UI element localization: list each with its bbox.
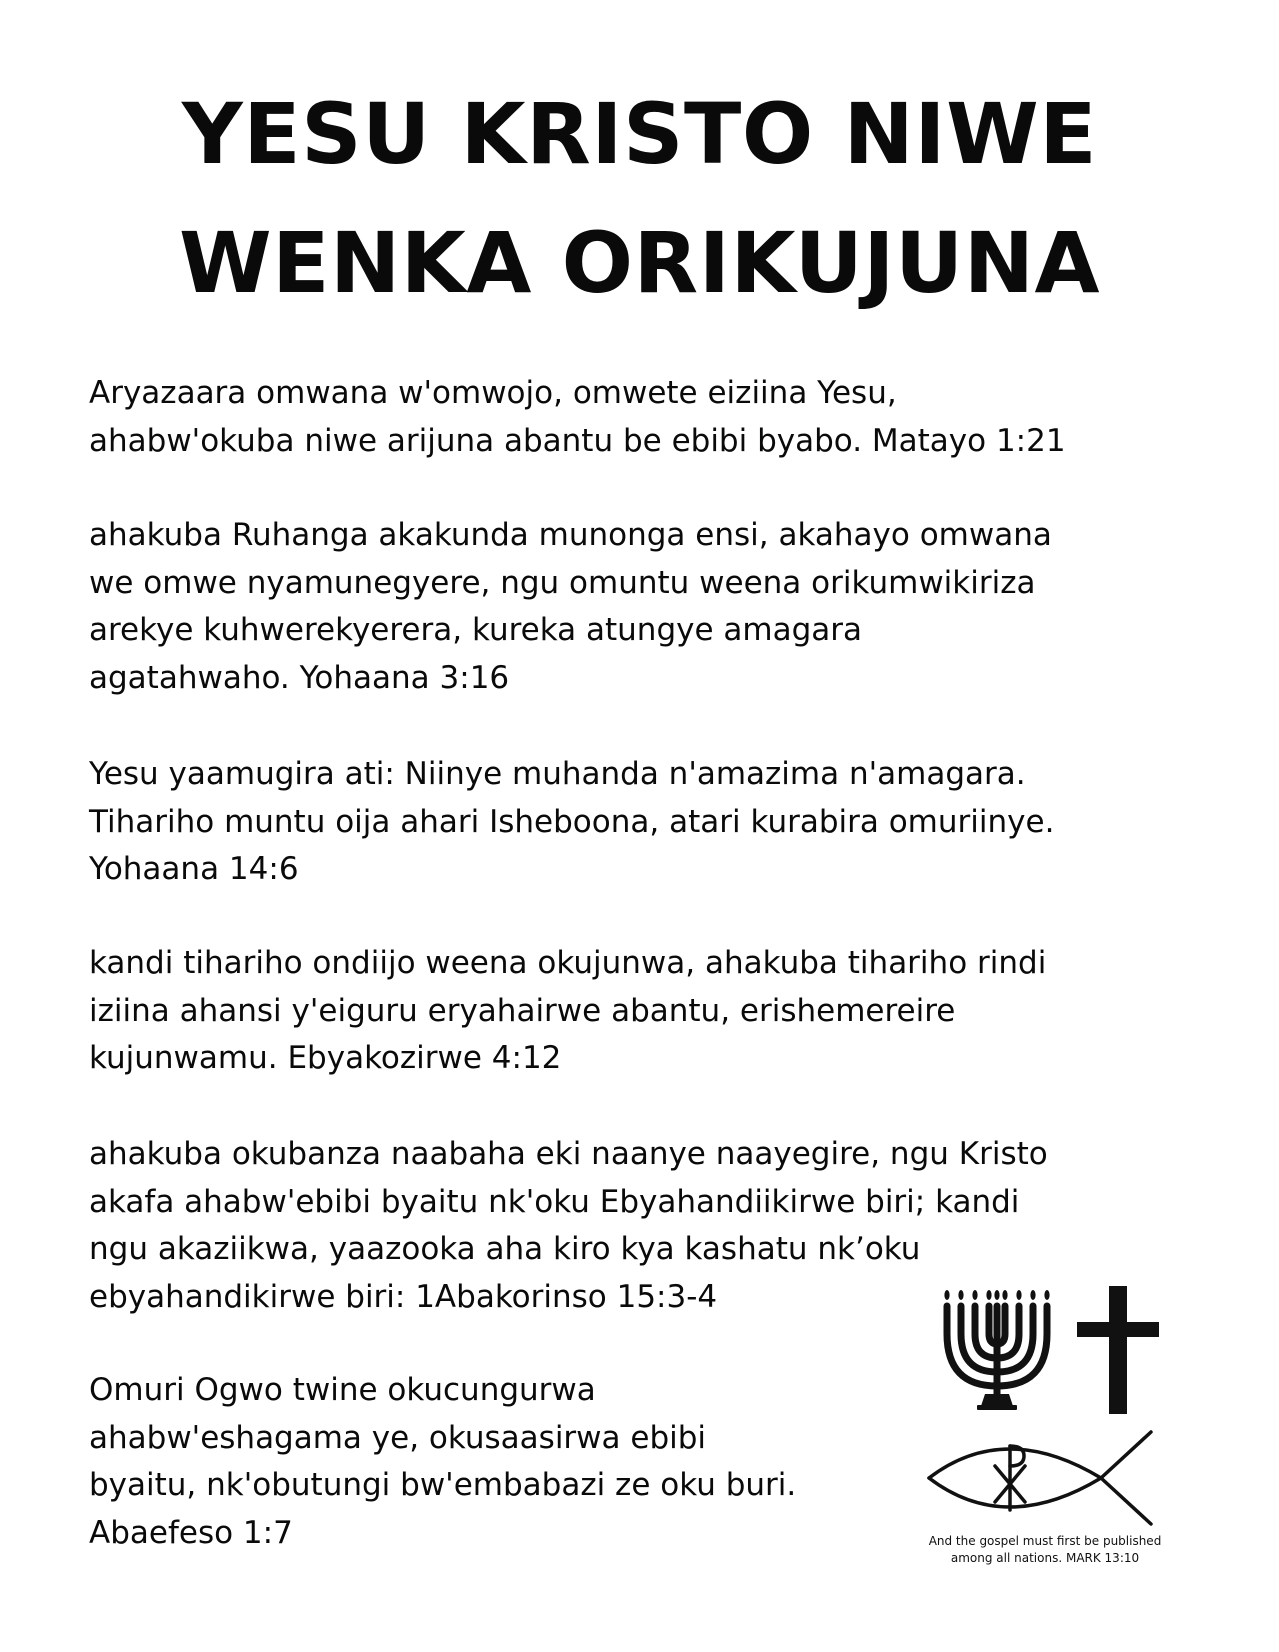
christian-symbols: [925, 1286, 1165, 1526]
verse-line: ahabw'eshagama ye, okusaasirwa ebibi: [89, 1419, 707, 1456]
verse-line: ebyahandikirwe biri: 1Abakorinso 15:3-4: [89, 1278, 718, 1315]
verse-line: Yohaana 14:6: [89, 851, 299, 887]
verse-line: ahakuba Ruhanga akakunda munonga ensi, akahayo omwana: [89, 517, 1052, 553]
footer-caption: [905, 1533, 1185, 1567]
verse-line: Aryazaara omwana w'omwojo, omwete eiziina Yesu,: [89, 375, 897, 411]
verse-line: Abaefeso 1:7: [89, 1514, 293, 1551]
verse-line: akafa ahabw'ebibi byaitu nk'oku Ebyahandiikirwe biri; kandi: [89, 1183, 1020, 1220]
caption-line: And the gospel must first be published: [928, 1534, 1162, 1548]
verse-matayo-1-21: [89, 370, 1066, 465]
verse-line: we omwe nyamunegyere, ngu omuntu weena orikumwikiriza: [89, 564, 1036, 601]
verse-1-abakorinso-15-3-4: [89, 1131, 1048, 1321]
verse-line: Tihariho muntu oija ahari Isheboona, atari kurabira omuriinye.: [89, 803, 1055, 840]
verse-line: agatahwaho. Yohaana 3:16: [89, 659, 510, 696]
ichthys-chi-rho-icon: [925, 1426, 1165, 1526]
menorah-icon: [937, 1286, 1057, 1412]
verse-line: kandi tihariho ondiijo weena okujunwa, ahakuba tihariho rindi: [89, 945, 1047, 981]
verse-line: kujunwamu. Ebyakozirwe 4:12: [89, 1040, 562, 1076]
verse-line: ahabw'okuba niwe arijuna abantu be ebibi byabo. Matayo 1:21: [89, 422, 1066, 459]
verse-line: arekye kuhwerekyerera, kureka atungye amagara: [89, 612, 863, 648]
verse-line: Omuri Ogwo twine okucungurwa: [89, 1372, 596, 1408]
verse-line: ahakuba okubanza naabaha eki naanye naayegire, ngu Kristo: [89, 1136, 1048, 1172]
verse-line: byaitu, nk'obutungi bw'embabazi ze oku buri.: [89, 1467, 797, 1503]
verse-line: ngu akaziikwa, yaazooka aha kiro kya kashatu nk’oku: [89, 1231, 921, 1267]
verse-yohaana-14-6: [89, 751, 1054, 894]
page-title: [0, 70, 1279, 328]
verse-line: Yesu yaamugira ati: Niinye muhanda n'amazima n'amagara.: [89, 756, 1026, 792]
title-line-2: WENKA ORIKUJUNA: [178, 214, 1101, 312]
title-line-1: YESU KRISTO NIWE: [181, 85, 1098, 183]
verse-yohaana-3-16: [89, 512, 1052, 702]
verse-abaefeso-1-7: [89, 1367, 796, 1557]
verse-ebyakozirwe-4-12: [89, 940, 1046, 1083]
verse-line: iziina ahansi y'eiguru eryahairwe abantu, erishemereire: [89, 992, 956, 1029]
cross-icon: [1077, 1286, 1159, 1414]
caption-line: among all nations. MARK 13:10: [950, 1551, 1140, 1565]
